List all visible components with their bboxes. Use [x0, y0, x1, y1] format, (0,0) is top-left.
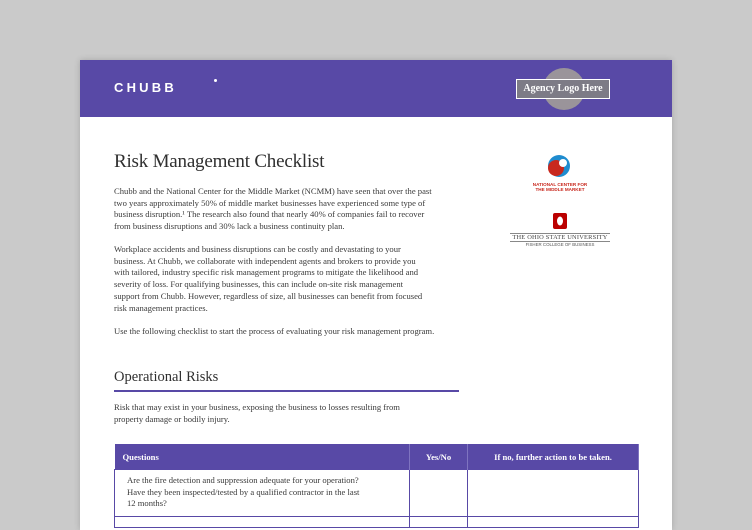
question-cell — [115, 517, 410, 528]
yes-no-cell[interactable] — [410, 470, 468, 517]
chubb-logo: CHUBB — [114, 80, 177, 95]
document-page — [80, 60, 672, 530]
yes-no-cell[interactable] — [410, 517, 468, 528]
section-intro: Risk that may exist in your business, exposing the business to losses resulting from property damage or bodily injury. — [114, 402, 400, 424]
section-title: Operational Risks — [114, 369, 219, 385]
registered-mark-icon — [214, 79, 217, 82]
ncmm-logo-text: NATIONAL CENTER FOR THE MIDDLE MARKET — [532, 182, 588, 193]
table-row — [115, 470, 639, 517]
instruction-paragraph: Use the following checklist to start the process of evaluating your risk management program. — [114, 326, 435, 336]
action-cell[interactable] — [468, 470, 639, 517]
collaboration-paragraph: Workplace accidents and business disruptions can be costly and devastating to your business. At Chubb, we collaborate with independent agents and brokers to provide you with tailored, industry specific risk management programs to mitigate the likelihood and severity of loss. For qualifying businesses, this can include on-site risk management support from Chubb. However, regardless of size, all businesses can benefit from focused risk management practices. — [114, 244, 423, 313]
action-cell[interactable] — [468, 517, 639, 528]
column-header-questions: Questions — [115, 444, 410, 470]
header-banner — [80, 60, 672, 117]
agency-logo-label: Agency Logo Here — [516, 79, 610, 99]
intro-paragraph: Chubb and the National Center for the Middle Market (NCMM) have seen that over the past two years approximately 50% of middle market businesses have experienced some type of business disruption.¹ The research also found that nearly 40% of companies fail to recover from business disruptions and 30% lack a business continuity plan. — [114, 186, 432, 232]
column-header-yes-no: Yes/No — [410, 444, 468, 470]
osu-logo-icon — [553, 213, 567, 229]
column-header-action: If no, further action to be taken. — [468, 444, 639, 470]
table-row — [115, 517, 639, 528]
agency-logo-placeholder — [514, 68, 614, 110]
checklist-table — [114, 444, 639, 528]
page-title: Risk Management Checklist — [114, 151, 325, 172]
table-header-row — [115, 444, 639, 470]
osu-college: FISHER COLLEGE OF BUSINESS — [525, 242, 595, 247]
osu-name: THE OHIO STATE UNIVERSITY — [510, 233, 610, 242]
question-cell: Are the fire detection and suppression adequate for your operation? Have they been inspected/tested by a qualified contractor in the last 12 months? — [115, 470, 410, 517]
section-divider — [114, 390, 459, 392]
